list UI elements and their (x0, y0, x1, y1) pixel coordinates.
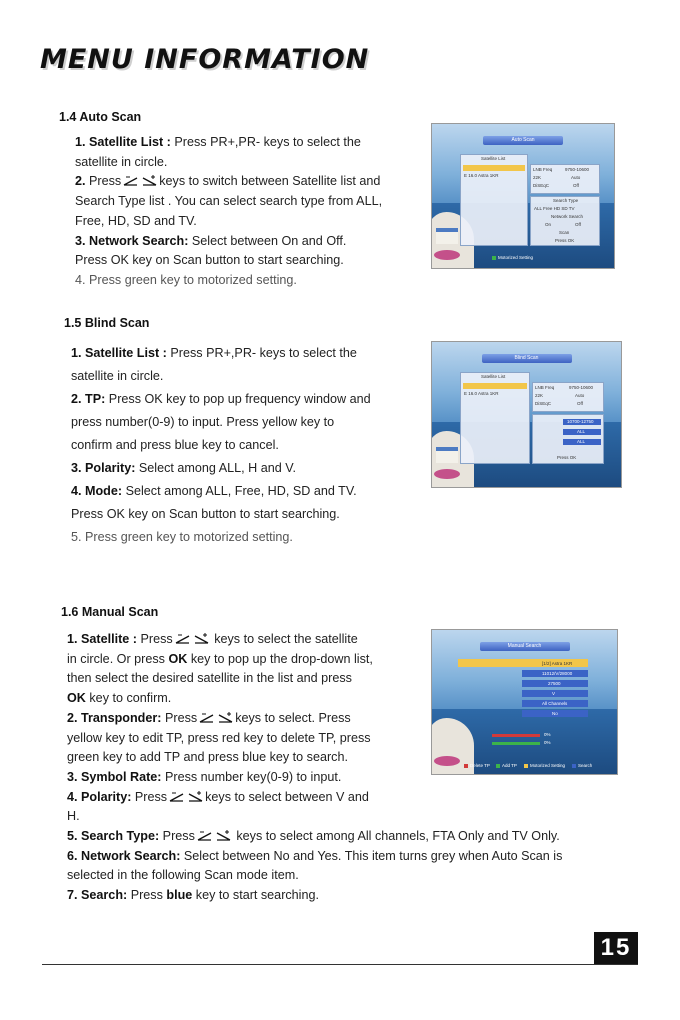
left-arrow-key-icon (199, 712, 214, 723)
red-key-hint: Delete TP (470, 763, 490, 768)
scan-options-panel (532, 414, 604, 464)
blue-key: blue (166, 888, 193, 903)
house (436, 447, 458, 463)
ok-key: OK (67, 691, 86, 706)
list-title: Satellite List (481, 374, 506, 379)
tp-value: 10700-12750 (567, 419, 594, 424)
blind-scan-text (71, 342, 371, 549)
text: Select between No and Yes. This item turns grey when Auto Scan is (180, 848, 563, 863)
text: yellow key to edit TP, press red key to delete TP, press (67, 730, 371, 745)
left-arrow-key-icon (175, 633, 190, 644)
press-ok-hint: Press OK (557, 455, 577, 460)
page-title: MENU INFORMATION (40, 44, 370, 75)
selected-row (463, 165, 525, 171)
text: Press OK key on Scan button to start searching. (71, 507, 340, 521)
red-key-icon (464, 764, 468, 768)
symbol-rate-value: 27500 (548, 681, 561, 686)
signal-quality-value: 0% (544, 740, 551, 745)
text: Press PR+,PR- keys to select the (166, 346, 357, 360)
network-search-label: 6. Network Search: (67, 848, 181, 863)
mode-label: 4. Mode: (71, 484, 123, 498)
tp-label: 2. TP: (71, 392, 106, 406)
network-search-label: Network Search (551, 214, 584, 219)
text: key to confirm. (85, 691, 172, 706)
symbol-rate-label: 3. Symbol Rate: (67, 769, 162, 784)
list-title: Satellite List (481, 156, 506, 161)
signal-strength-value: 0% (544, 732, 551, 737)
green-key-icon (496, 764, 500, 768)
flowers (434, 756, 460, 766)
text: satellite in circle. (71, 369, 164, 383)
text: keys to select between V and (205, 789, 369, 804)
auto-scan-text (75, 133, 382, 291)
auto-scan-heading: 1.4 Auto Scan (59, 110, 142, 124)
signal-strength-bar (492, 734, 540, 737)
right-arrow-key-icon (216, 830, 231, 841)
screen-title-bar: Manual Search (480, 642, 570, 651)
flowers (434, 250, 460, 260)
search-type-value: All Channels (542, 701, 568, 706)
satellite-list-panel (460, 372, 530, 464)
left-arrow-key-icon (197, 830, 212, 841)
screen-title-bar: Auto Scan (483, 136, 563, 145)
satellite-value: [1/2] Astra 1KR (542, 661, 573, 666)
yellow-key-hint: Motorized Setting (530, 763, 566, 768)
network-off: Off (575, 222, 581, 227)
text: Press (161, 710, 198, 725)
left-arrow-key-icon (123, 175, 138, 186)
22k-label: 22K (533, 175, 542, 180)
satellite-label: 1. Satellite : (67, 632, 137, 646)
search-type-panel (530, 196, 600, 246)
22k-value: Auto (571, 175, 581, 180)
text: Select among ALL, H and V. (135, 461, 296, 475)
lnb-panel (532, 382, 604, 412)
polarity-value: ALL (577, 429, 586, 434)
blind-scan-screenshot (431, 341, 622, 488)
motor-hint: Motorized Setting (498, 255, 534, 260)
satellite-list-label: 1. Satellite List : (75, 135, 171, 149)
ok-key: OK (168, 651, 188, 666)
polarity-value: V (552, 691, 556, 696)
text: press number(0-9) to input. Press yellow key to (71, 415, 335, 429)
22k-value: Auto (575, 393, 585, 398)
green-key-hint: Add TP (502, 763, 517, 768)
polarity-label: 4. Polarity: (67, 789, 132, 804)
text: Press (137, 632, 173, 646)
satellite-list-panel (460, 154, 528, 246)
right-arrow-key-icon (218, 712, 233, 723)
text: Free, HD, SD and TV. (75, 213, 197, 228)
yellow-key-icon (524, 764, 528, 768)
22k-label: 22K (535, 393, 544, 398)
satellite-row: E 16.0 Astra 1KR (464, 391, 499, 396)
right-arrow-key-icon (142, 175, 157, 186)
mode-value: ALL (577, 439, 586, 444)
diseqc-label: DiSEqC (535, 401, 552, 406)
text: Press (85, 174, 122, 189)
transponder-value: 11012/V/28000 (542, 671, 573, 676)
text: H. (67, 809, 80, 824)
text: Press (131, 789, 168, 804)
search-label: 7. Search: (67, 888, 128, 903)
manual-scan-heading: 1.6 Manual Scan (61, 605, 159, 619)
lnb-label: LNB Freq (533, 167, 553, 172)
search-type-label: Search Type (553, 198, 579, 203)
diseqc-value: Off (573, 183, 579, 188)
text: key to start searching. (192, 888, 319, 903)
step-label: 2. (75, 174, 86, 189)
press-ok-hint: Press OK (555, 238, 575, 243)
text: Press (127, 888, 167, 903)
satellite-row: E 16.0 Astra 1KR (464, 173, 499, 178)
green-key-icon (492, 256, 496, 260)
polarity-label: 3. Polarity: (71, 461, 136, 475)
text: confirm and press blue key to cancel. (71, 438, 279, 452)
text: then select the desired satellite in the list and press (67, 671, 352, 686)
left-arrow-key-icon (169, 791, 184, 802)
satellite-list-label: 1. Satellite List : (71, 346, 167, 360)
lnb-value: 9750-10600 (565, 167, 590, 172)
text: Press OK key to pop up frequency window and (105, 392, 371, 406)
scan-button[interactable]: Scan (559, 230, 570, 235)
text: keys to select the satellite (210, 632, 358, 646)
text: Search Type list . You can select search type from ALL, (75, 194, 383, 209)
network-search-value: No (552, 711, 558, 716)
selected-row (463, 383, 527, 389)
right-arrow-key-icon (194, 633, 209, 644)
text: green key to add TP and press blue key to search. (67, 750, 348, 765)
diseqc-value: Off (577, 401, 583, 406)
flowers (434, 469, 460, 479)
right-arrow-key-icon (188, 791, 203, 802)
lnb-value: 9750-10600 (569, 385, 594, 390)
footer-rule (42, 964, 638, 965)
text: keys to switch between Satellite list and (159, 174, 381, 189)
screen-title-bar: Blind Scan (482, 354, 572, 363)
transponder-label: 2. Transponder: (67, 710, 162, 725)
page-number: 15 (594, 932, 638, 964)
text: satellite in circle. (75, 154, 168, 169)
network-search-label: 3. Network Search: (75, 233, 189, 248)
manual-scan-screenshot (431, 629, 618, 775)
lnb-label: LNB Freq (535, 385, 555, 390)
network-on: On (545, 222, 552, 227)
text: Select between On and Off. (188, 233, 347, 248)
text: Press OK key on Scan button to start searching. (75, 253, 344, 268)
text: Select among ALL, Free, HD, SD and TV. (122, 484, 357, 498)
search-type-options: ALL Free HD SD TV (534, 206, 575, 211)
text: 4. Press green key to motorized setting. (75, 272, 297, 287)
text: Press number key(0-9) to input. (161, 769, 342, 784)
text: keys to select. Press (235, 710, 351, 725)
text: 5. Press green key to motorized setting. (71, 530, 293, 544)
text: selected in the following Scan mode item. (67, 868, 299, 883)
house (436, 228, 458, 244)
blind-scan-heading: 1.5 Blind Scan (64, 316, 150, 330)
search-type-label: 5. Search Type: (67, 829, 160, 844)
lnb-panel (530, 164, 600, 194)
text: Press PR+,PR- keys to select the (170, 135, 361, 149)
text: keys to select among All channels, FTA Only and TV Only. (232, 829, 560, 844)
diseqc-label: DiSEqC (533, 183, 550, 188)
signal-quality-bar (492, 742, 540, 745)
blue-key-hint: Search (578, 763, 593, 768)
blue-key-icon (572, 764, 576, 768)
text: in circle. Or press (67, 651, 169, 666)
text: key to pop up the drop-down list, (187, 651, 373, 666)
text: Press (159, 829, 195, 844)
auto-scan-screenshot (431, 123, 615, 269)
